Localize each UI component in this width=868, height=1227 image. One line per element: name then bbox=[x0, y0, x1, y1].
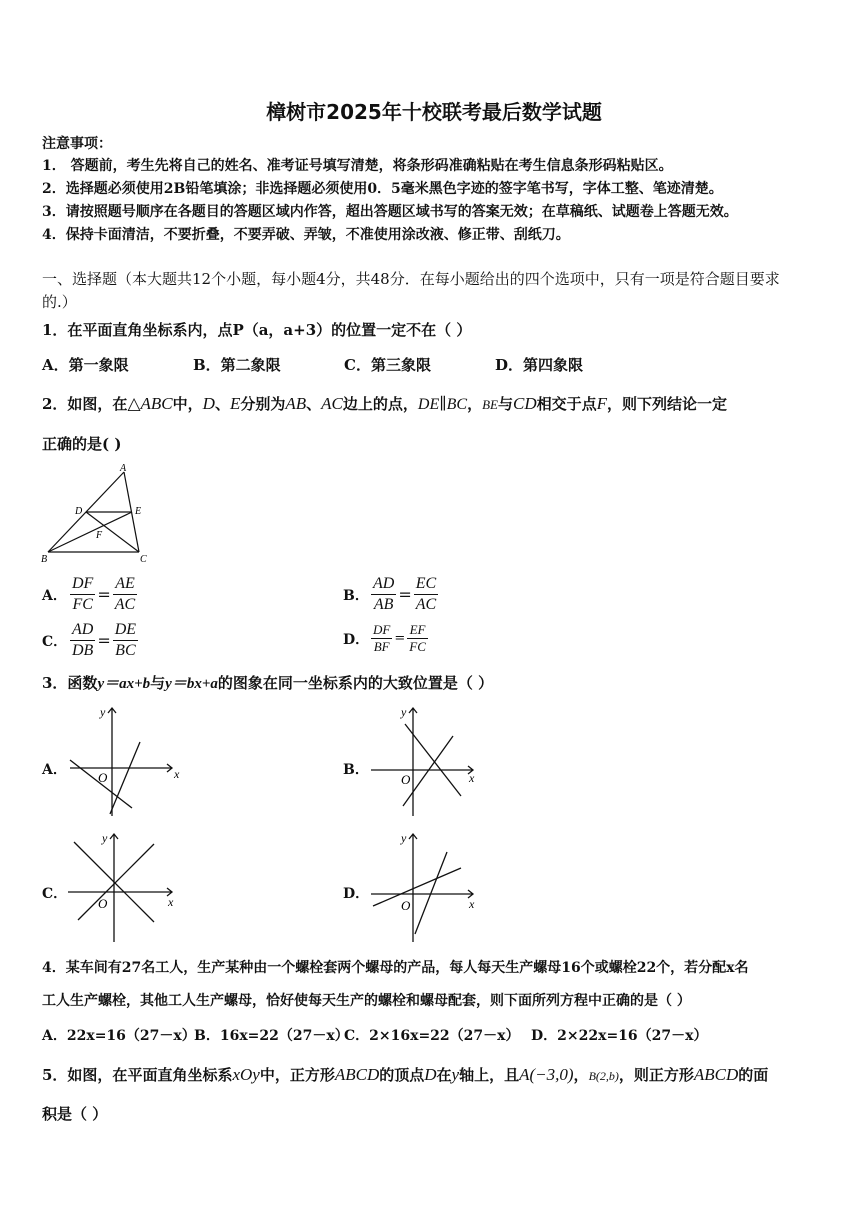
x-axis-label: x bbox=[168, 895, 174, 909]
q4-stem-cont: 工人生产螺栓，其他工人生产螺母，恰好使每天生产的螺栓和螺母配套，则下面所列方程中正确的是（ ） bbox=[42, 993, 691, 1009]
q4-option-d: D．2×22x=16（27－x） bbox=[531, 1028, 708, 1044]
origin-label: O bbox=[401, 898, 411, 913]
q3-option-b-label: B． bbox=[343, 762, 369, 778]
q1-option-c: C．第三象限 bbox=[344, 356, 431, 374]
origin-label: O bbox=[98, 896, 108, 911]
q3-graph-d bbox=[365, 828, 483, 946]
q4-stem: 4．某车间有27名工人，生产某种由一个螺栓套两个螺母的产品，每人每天生产螺母16个或螺栓22个，若分配x名 bbox=[42, 960, 749, 976]
q3-option-d-label: D． bbox=[343, 886, 370, 902]
fig-label-c: C bbox=[140, 554, 147, 564]
section-heading-cont: 的.） bbox=[42, 293, 77, 311]
origin-label: O bbox=[401, 772, 411, 787]
q1-option-a: A．第一象限 bbox=[42, 356, 129, 374]
notice-item-1: 1． 答题前，考生先将自己的姓名、准考证号填写清楚，将条形码准确粘贴在考生信息条形码粘贴区。 bbox=[42, 158, 673, 174]
q3-graph-a bbox=[64, 702, 182, 820]
y-axis-label: y bbox=[102, 831, 108, 845]
q2-stem-cont: 正确的是( ) bbox=[42, 435, 122, 453]
page-title: 樟树市2025年十校联考最后数学试题 bbox=[266, 100, 602, 124]
q5-stem: 5．如图，在平面直角坐标系xOy中，正方形ABCD的顶点D在y轴上，且A(−3,0)，B(2,b)，则正方形ABCD的面 bbox=[42, 1065, 769, 1084]
q5-stem-cont: 积是（ ） bbox=[42, 1105, 108, 1123]
fig-label-e: E bbox=[135, 506, 142, 517]
fig-label-a: A bbox=[120, 463, 127, 474]
notice-heading: 注意事项： bbox=[42, 136, 112, 152]
q1-stem: 1．在平面直角坐标系内，点P（a，a+3）的位置一定不在（ ） bbox=[42, 321, 472, 339]
q2-option-d: D． $\frac{DF}{BF}$ = $\frac{EF}{FC}$ bbox=[343, 622, 426, 654]
fig-label-d: D bbox=[75, 506, 83, 517]
x-axis-label: x bbox=[174, 767, 180, 781]
origin-label: O bbox=[98, 770, 108, 785]
q2-option-c: C． $\frac{AD}{DB}$ = $\frac{DE}{BC}$ bbox=[42, 621, 137, 659]
q3-option-c-label: C． bbox=[42, 886, 68, 902]
fig-label-b: B bbox=[41, 554, 48, 564]
x-axis-label: x bbox=[469, 771, 475, 785]
y-axis-label: y bbox=[401, 831, 407, 845]
fig-label-f: F bbox=[96, 530, 103, 541]
notice-item-3: 3．请按照题号顺序在各题目的答题区域内作答，超出答题区域书写的答案无效；在草稿纸、试题卷上答题无效。 bbox=[42, 204, 738, 220]
y-axis-label: y bbox=[401, 705, 407, 719]
q1-option-b: B．第二象限 bbox=[193, 356, 281, 374]
q4-option-c: C．2×16x=22（27－x） bbox=[344, 1028, 520, 1044]
q2-stem: 2．如图，在△ABC中，D、E分别为AB、AC边上的点，DE∥BC，BE与CD相交于点F，则下列结论一定 bbox=[42, 394, 728, 413]
x-axis-label: x bbox=[469, 897, 475, 911]
q3-option-a-label: A． bbox=[42, 762, 67, 778]
y-axis-label: y bbox=[100, 705, 106, 719]
q3-graph-b bbox=[365, 702, 483, 820]
q2-option-b: B． $\frac{AD}{AB}$ = $\frac{EC}{AC}$ bbox=[343, 575, 437, 613]
q4-option-b: B．16x=22（27－x） bbox=[194, 1028, 349, 1044]
notice-item-4: 4．保持卡面清洁，不要折叠，不要弄破、弄皱，不准使用涂改液、修正带、刮纸刀。 bbox=[42, 227, 570, 243]
q2-triangle-figure bbox=[40, 462, 155, 564]
q3-stem: 3．函数y＝ax+b与y＝bx+a的图象在同一坐标系内的大致位置是（ ） bbox=[42, 674, 494, 692]
q2-option-a: A． $\frac{DF}{FC}$ = $\frac{AE}{AC}$ bbox=[42, 575, 136, 613]
notice-item-2: 2．选择题必须使用2B铅笔填涂；非选择题必须使用0．5毫米黑色字迹的签字笔书写，字体工整、笔迹清楚。 bbox=[42, 181, 723, 197]
q1-option-d: D．第四象限 bbox=[495, 356, 584, 374]
section-heading: 一、选择题（本大题共12个小题，每小题4分，共48分．在每小题给出的四个选项中，只有一项是符合题目要求 bbox=[42, 270, 780, 288]
q3-graph-c bbox=[64, 828, 182, 946]
q4-option-a: A．22x=16（27－x） bbox=[42, 1028, 196, 1044]
